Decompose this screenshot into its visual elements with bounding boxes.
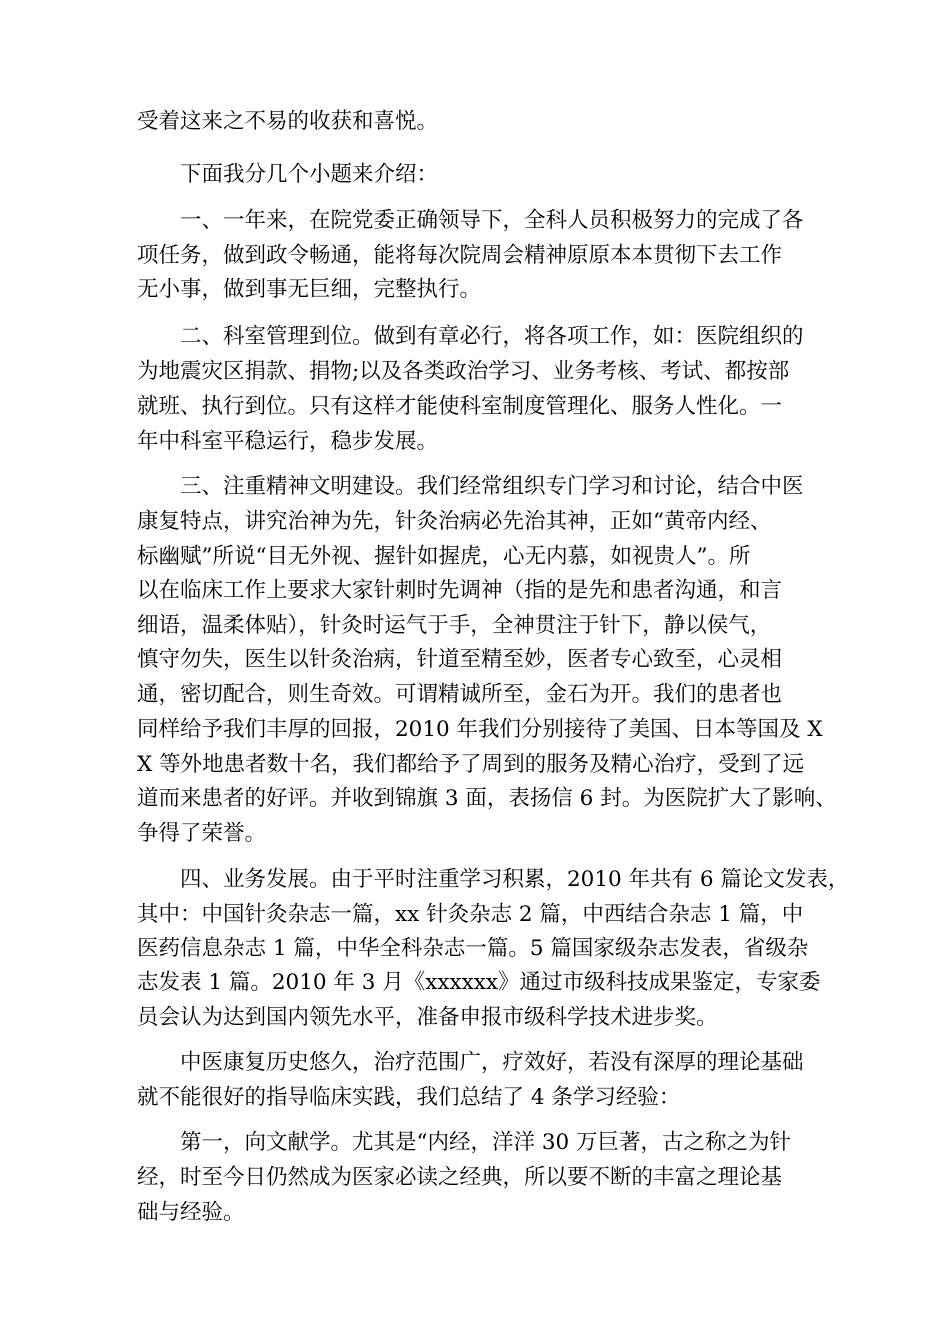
text-line: 就班、执行到位。只有这样才能使科室制度管理化、服务人性化。一 — [137, 394, 783, 419]
text-line: 下面我分几个小题来介绍： — [137, 162, 439, 187]
text-line: 经，时至今日仍然成为医家必读之经典，所以要不断的丰富之理论基 — [137, 1165, 783, 1190]
text-line: 四、业务发展。由于平时注重学习积累，2010 年共有 6 篇论文发表， — [137, 867, 850, 892]
text-line: 无小事，做到事无巨细，完整执行。 — [137, 277, 482, 302]
text-line: 康复特点，讲究治神为先，针灸治病必先治其神，正如“黄帝内经、 — [137, 509, 772, 534]
text-line: 慎守勿失，医生以针灸治病，针道至精至妙，医者专心致至，心灵相 — [137, 647, 783, 672]
text-line: 年中科室平稳运行，稳步发展。 — [137, 429, 439, 454]
text-line: 就不能很好的指导临床实践，我们总结了 4 条学习经验： — [137, 1085, 681, 1110]
text-line: 其中：中国针灸杂志一篇，xx 针灸杂志 2 篇，中西结合杂志 1 篇，中 — [137, 902, 804, 927]
text-line: 道而来患者的好评。并收到锦旗 3 面，表扬信 6 封。为医院扩大了影响、 — [137, 786, 837, 811]
text-line: 医药信息杂志 1 篇，中华全科杂志一篇。5 篇国家级杂志发表，省级杂 — [137, 936, 809, 961]
text-line: X 等外地患者数十名，我们都给予了周到的服务及精心治疗，受到了远 — [137, 752, 805, 777]
text-line: 以在临床工作上要求大家针刺时先调神（指的是先和患者沟通，和言 — [137, 578, 783, 603]
text-line: 第一，向文献学。尤其是“内经，洋洋 30 万巨著，古之称之为针 — [137, 1130, 792, 1155]
text-line: 三、注重精神文明建设。我们经常组织专门学习和讨论，结合中医 — [137, 474, 804, 499]
text-line: 同样给予我们丰厚的回报，2010 年我们分别接待了美国、日本等国及 X — [137, 717, 823, 742]
text-line: 标幽赋”所说“目无外视、握针如握虎，心无内慕，如视贵人”。所 — [137, 544, 751, 569]
text-line: 志发表 1 篇。2010 年 3 月《xxxxxx》通过市级科技成果鉴定，专家委 — [137, 970, 821, 995]
text-line: 受着这来之不易的收获和喜悦。 — [137, 109, 439, 134]
text-line: 通，密切配合，则生奇效。可谓精诚所至，金石为开。我们的患者也 — [137, 682, 783, 707]
text-line: 细语，温柔体贴），针灸时运气于手，全神贯注于针下，静以侯气， — [137, 613, 772, 638]
text-line: 争得了荣誉。 — [137, 821, 267, 846]
text-line: 一、一年来，在院党委正确领导下，全科人员积极努力的完成了各 — [137, 208, 804, 233]
text-line: 二、科室管理到位。做到有章必行，将各项工作，如：医院组织的 — [137, 324, 804, 349]
text-line: 员会认为达到国内领先水平，准备申报市级科学技术进步奖。 — [137, 1005, 718, 1030]
text-line: 中医康复历史悠久，治疗范围广，疗效好，若没有深厚的理论基础 — [137, 1050, 804, 1075]
text-line: 为地震灾区捐款、捐物;以及各类政治学习、业务考核、考试、都按部 — [137, 359, 790, 384]
text-line: 项任务，做到政令畅通，能将每次院周会精神原原本本贯彻下去工作 — [137, 243, 783, 268]
text-line: 础与经验。 — [137, 1200, 245, 1225]
